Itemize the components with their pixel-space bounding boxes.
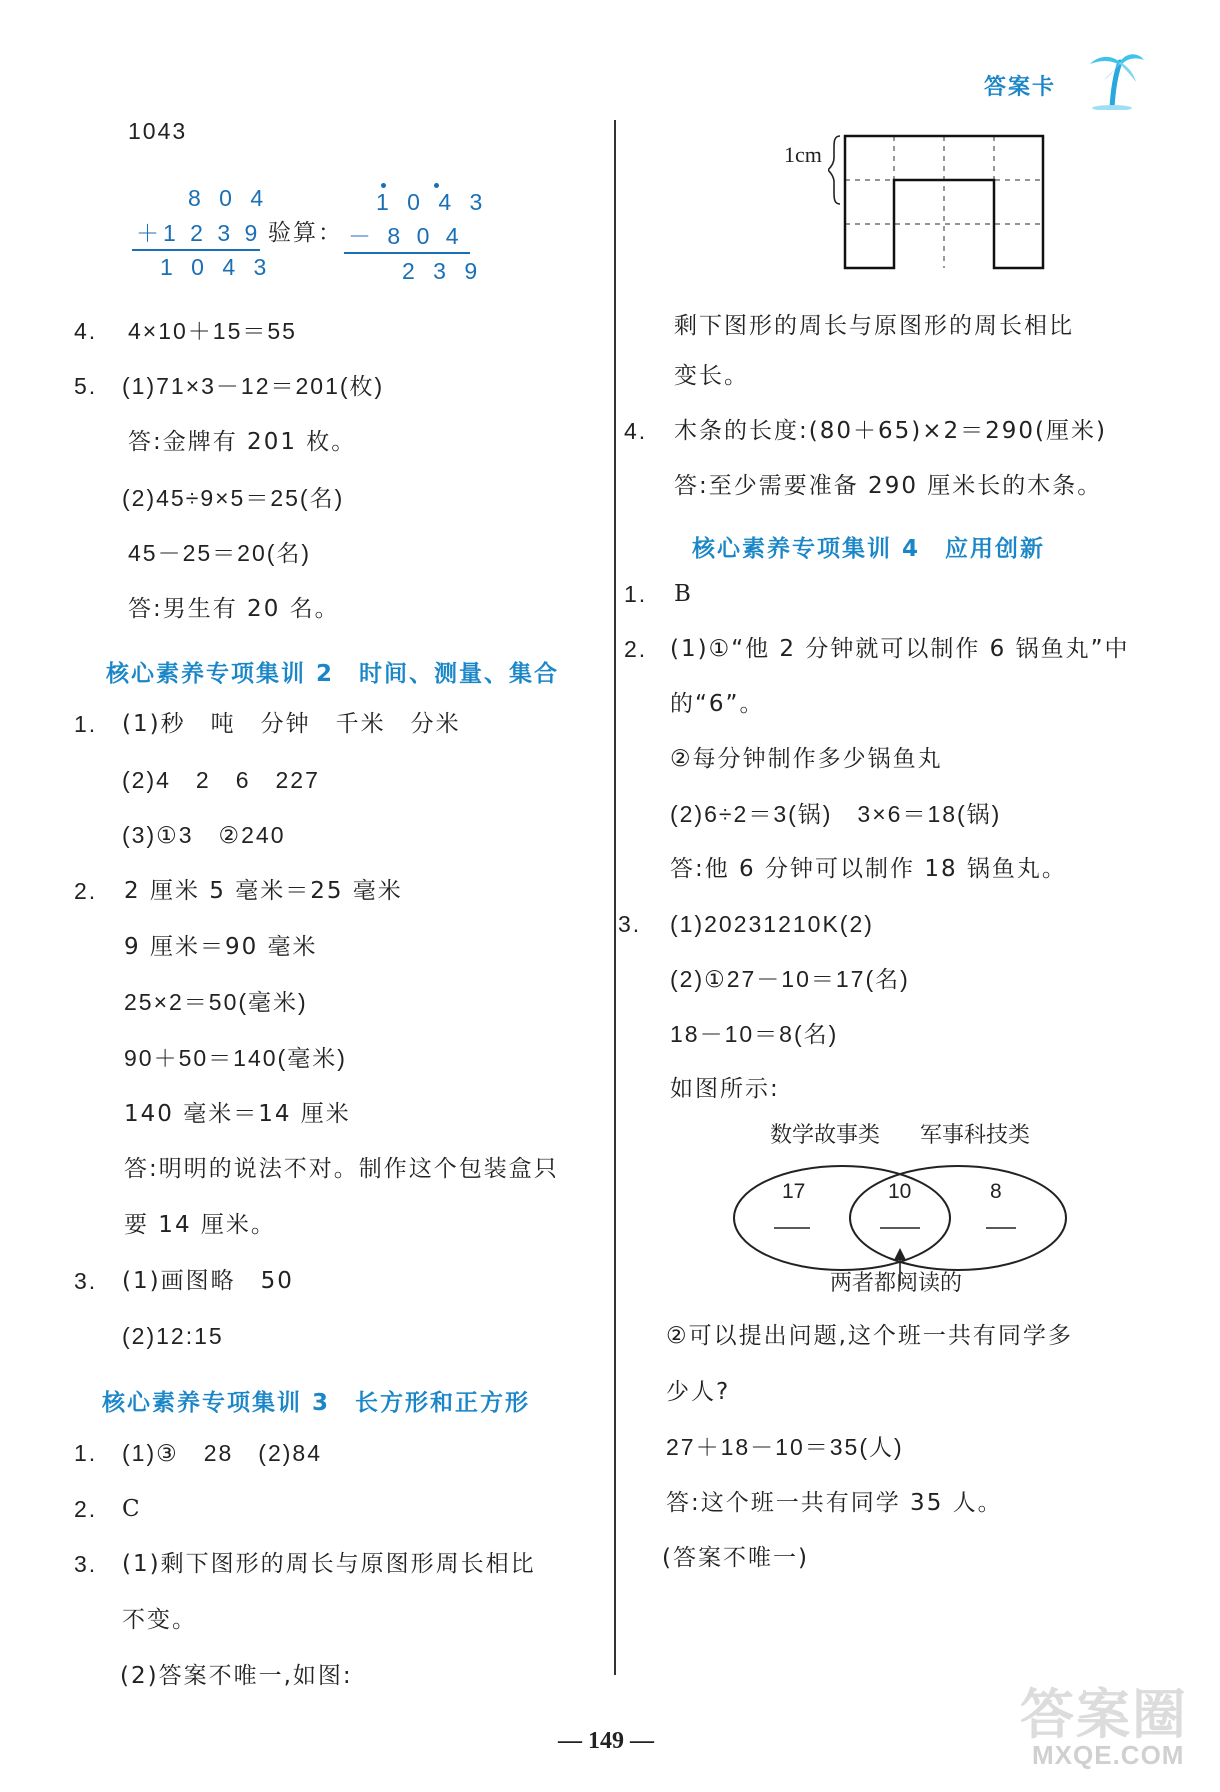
q-number: 3. bbox=[74, 1268, 98, 1294]
answer-line: (2)12:15 bbox=[122, 1323, 224, 1349]
answer-line: (1)71×3－12＝201(枚) bbox=[122, 373, 385, 399]
difference: 2 3 9 bbox=[402, 258, 484, 284]
q-number: 1. bbox=[74, 1440, 98, 1466]
q-number: 3. bbox=[74, 1551, 98, 1577]
answer-line: (2)4 2 6 227 bbox=[122, 767, 320, 793]
add-line bbox=[132, 249, 260, 251]
section-heading-4: 核心素养专项集训 4 应用创新 bbox=[692, 536, 1046, 562]
answer-line: C bbox=[122, 1496, 142, 1522]
answer-line: 27＋18－10＝35(人) bbox=[666, 1434, 904, 1460]
watermark-site: MXQE.COM bbox=[1032, 1740, 1185, 1770]
answer-line: 9 厘米＝90 毫米 bbox=[124, 934, 318, 960]
answer-line: 答:他 6 分钟可以制作 18 锅鱼丸。 bbox=[670, 856, 1067, 882]
answer-line: ②每分钟制作多少锅鱼丸 bbox=[670, 746, 943, 772]
section-heading-2: 核心素养专项集训 2 时间、测量、集合 bbox=[106, 661, 560, 687]
answer-line: (2)答案不唯一,如图: bbox=[120, 1663, 353, 1689]
verify-label: 验算： bbox=[268, 220, 343, 246]
q-number: 4. bbox=[74, 318, 98, 344]
add-sum: 1 0 4 3 bbox=[160, 254, 273, 280]
unit-label: 1cm bbox=[784, 142, 822, 167]
answer-line: (1)画图略 50 bbox=[122, 1268, 294, 1294]
answer-line: 25×2＝50(毫米) bbox=[124, 989, 308, 1015]
answer-line: 要 14 厘米。 bbox=[124, 1212, 276, 1238]
venn-right-value: 8 bbox=[990, 1180, 1002, 1203]
answer-line: (2)45÷9×5＝25(名) bbox=[122, 485, 345, 511]
answer-line: B bbox=[674, 581, 693, 607]
answer-line: 答:这个班一共有同学 35 人。 bbox=[666, 1490, 1003, 1516]
answer-line: 的“6”。 bbox=[670, 691, 765, 717]
q-number: 4. bbox=[624, 418, 648, 444]
answer-line: (1)20231210K(2) bbox=[670, 911, 874, 937]
q-number: 2. bbox=[74, 878, 98, 904]
minuend: 1 0 4 3 bbox=[376, 189, 489, 215]
answer-line: 答:男生有 20 名。 bbox=[128, 596, 340, 622]
column-divider bbox=[614, 120, 616, 1675]
answer-line: 答:至少需要准备 290 厘米长的木条。 bbox=[674, 473, 1103, 499]
answer-line: 答:金牌有 201 枚。 bbox=[128, 429, 357, 455]
answer-line: 2 厘米 5 毫米＝25 毫米 bbox=[124, 878, 403, 904]
answer-line: 不变。 bbox=[122, 1607, 197, 1633]
venn-right-title: 军事科技类 bbox=[920, 1123, 1031, 1148]
borrow-dot bbox=[434, 183, 439, 188]
q-number: 3. bbox=[618, 911, 642, 937]
answer-line: 少人? bbox=[666, 1379, 731, 1405]
page-number: — 149 — bbox=[558, 1728, 654, 1754]
venn-left-value: 17 bbox=[782, 1180, 806, 1203]
answer-line: (1)剩下图形的周长与原图形周长相比 bbox=[122, 1551, 536, 1577]
venn-left-title: 数学故事类 bbox=[770, 1123, 881, 1148]
q-number: 1. bbox=[624, 581, 648, 607]
watermark-logo: 答案圈 bbox=[1020, 1683, 1188, 1746]
answer-line: (1)③ 28 (2)84 bbox=[122, 1440, 323, 1466]
q-number: 2. bbox=[74, 1496, 98, 1522]
answer-line: (答案不唯一) bbox=[662, 1545, 809, 1571]
q-number: 2. bbox=[624, 636, 648, 662]
grid-figure bbox=[828, 130, 1048, 276]
answer-line: 140 毫米＝14 厘米 bbox=[124, 1101, 351, 1127]
answer-line: (2)6÷2＝3(锅) 3×6＝18(锅) bbox=[670, 801, 1002, 827]
answer-line: 45－25＝20(名) bbox=[128, 540, 312, 566]
subtrahend: － 8 0 4 bbox=[348, 223, 464, 249]
section-heading-3: 核心素养专项集训 3 长方形和正方形 bbox=[102, 1390, 531, 1416]
answer-line: (2)①27－10＝17(名) bbox=[670, 966, 910, 992]
sub-line bbox=[344, 252, 470, 254]
answer-line: (1)①“他 2 分钟就可以制作 6 锅鱼丸”中 bbox=[670, 636, 1130, 662]
answer-line: (3)①3 ②240 bbox=[122, 822, 286, 848]
venn-middle-value: 10 bbox=[888, 1180, 912, 1203]
answer-line: ②可以提出问题,这个班一共有同学多 bbox=[666, 1323, 1073, 1349]
answer-line: 剩下图形的周长与原图形的周长相比 bbox=[674, 313, 1074, 339]
palm-tree-icon bbox=[1082, 48, 1146, 110]
borrow-dot bbox=[381, 183, 386, 188]
answer-line: 18－10＝8(名) bbox=[670, 1021, 839, 1047]
answer-line: 4×10＋15＝55 bbox=[128, 318, 297, 344]
answer-line: 答:明明的说法不对。制作这个包装盒只 bbox=[124, 1156, 559, 1182]
q-number: 1. bbox=[74, 711, 98, 737]
q-number: 5. bbox=[74, 373, 98, 399]
answer-line: 木条的长度:(80＋65)×2＝290(厘米) bbox=[674, 418, 1107, 444]
answer-line: 变长。 bbox=[674, 363, 749, 389]
header-title: 答案卡 bbox=[984, 75, 1057, 100]
addend-top: 8 0 4 bbox=[188, 185, 270, 211]
answer-line: 如图所示: bbox=[670, 1076, 780, 1102]
answer-line: (1)秒 吨 分钟 千米 分米 bbox=[122, 711, 461, 737]
result-1043: 1043 bbox=[128, 118, 188, 144]
answer-line: 90＋50＝140(毫米) bbox=[124, 1045, 347, 1071]
addend-bottom: ＋1 2 3 9 bbox=[136, 220, 262, 246]
venn-caption: 两者都阅读的 bbox=[830, 1271, 963, 1296]
